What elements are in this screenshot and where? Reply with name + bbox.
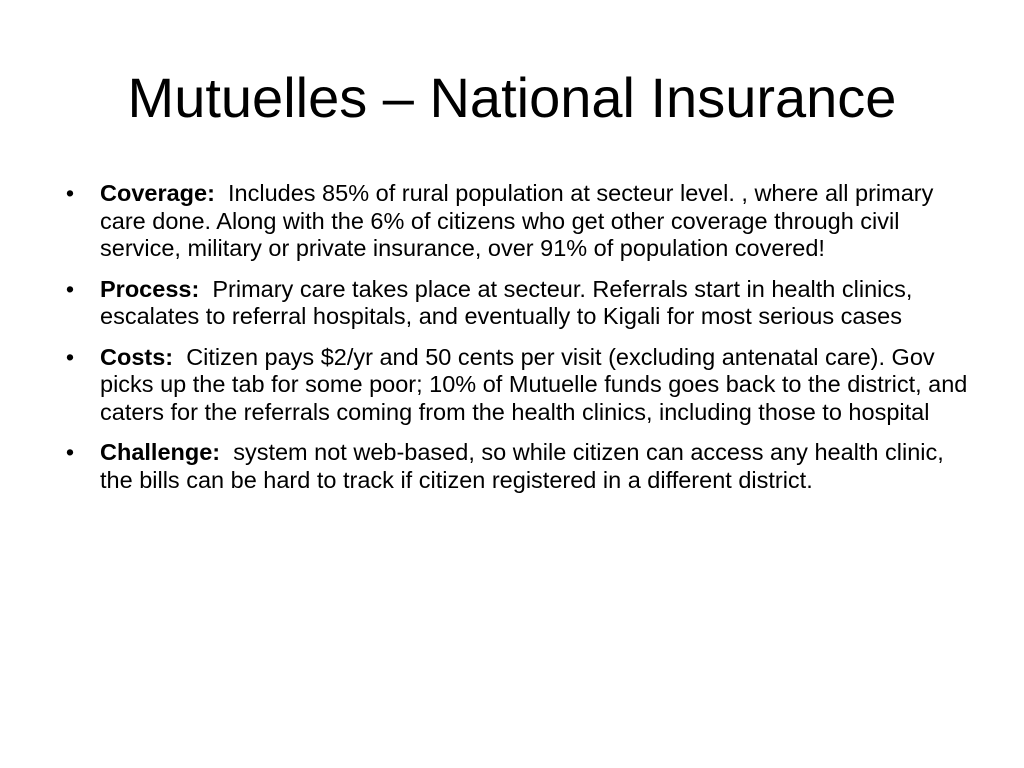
bullet-challenge bbox=[60, 439, 970, 494]
bullet-process bbox=[60, 276, 970, 331]
bullet-text: Primary care takes place at secteur. Referrals start in health clinics, escalates to referral hospitals, and eventually to Kigali for most serious cases bbox=[100, 275, 913, 329]
bullet-label: Coverage: bbox=[100, 180, 215, 206]
bullet-marker-icon: • bbox=[65, 180, 75, 206]
bullet-coverage bbox=[60, 180, 970, 263]
bullet-marker-icon: • bbox=[65, 343, 75, 370]
bullet-marker-icon: • bbox=[65, 439, 75, 465]
slide-title: Mutuelles – National Insurance bbox=[127, 66, 897, 129]
bullet-label: Process: bbox=[100, 275, 200, 302]
bullet-label: Costs: bbox=[100, 343, 174, 370]
bullet-costs bbox=[60, 344, 970, 427]
bullet-text: Includes 85% of rural population at secteur level. , where all primary care done. Along with the 6% of citizens who get other coverage through civil service, military or private insurance, over 91% of population covered! bbox=[100, 180, 934, 261]
bullet-text: system not web-based, so while citizen can access any health clinic, the bills can be hard to track if citizen registered in a different district. bbox=[100, 439, 944, 493]
bullet-text: Citizen pays $2/yr and 50 cents per visit (excluding antenatal care). Gov picks up the tab for some poor; 10% of Mutuelle funds goes back to the district, and caters for the referrals coming from the health clinics, including those to hospital bbox=[100, 343, 968, 425]
bullet-label: Challenge: bbox=[100, 439, 221, 465]
bullet-list bbox=[60, 180, 970, 507]
bullet-marker-icon: • bbox=[65, 275, 75, 302]
